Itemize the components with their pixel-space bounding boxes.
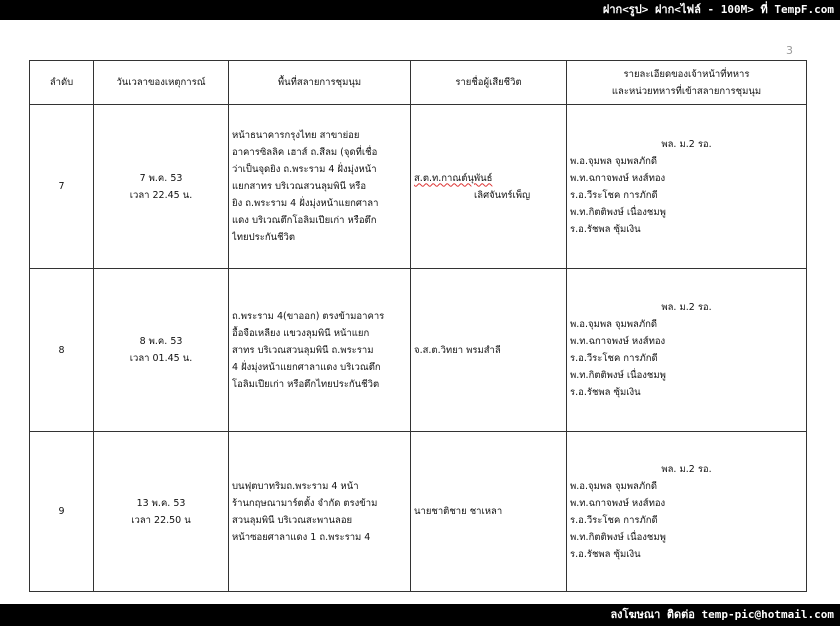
- area-line: สาทร บริเวณสวนลุมพินี ถ.พระราม: [232, 344, 374, 356]
- staff-name: ร.อ.วีระโชค การภักดี: [570, 514, 658, 526]
- header-staff-line-1: รายละเอียดของเจ้าหน้าที่ทหาร: [623, 68, 750, 80]
- area-line: หน้าธนาคารกรุงไทย สาขาย่อย: [232, 130, 360, 141]
- row-time: เวลา 22.50 น: [131, 514, 191, 526]
- top-banner: ฝาก<รูป> ฝาก<ไฟล์ - 100M> ที่ TempF.com: [0, 0, 840, 20]
- row-date: 13 พ.ค. 53: [136, 497, 186, 509]
- incident-table: [29, 60, 807, 592]
- area-line: แยกสาทร บริเวณสวนลุมพินี หรือ: [232, 181, 367, 192]
- staff-name: พ.ท.ฉกาจพงษ์ หงส์ทอง: [570, 172, 666, 184]
- area-line: บนฟุตบาทริมถ.พระราม 4 หน้า: [232, 480, 359, 492]
- area-line: สวนลุมพินี บริเวณสะพานลอย: [232, 514, 353, 526]
- dead-name: จ.ส.ต.วิทยา พรมสำลี: [414, 344, 501, 356]
- row-time: เวลา 22.45 น.: [129, 189, 193, 201]
- table-row: [30, 432, 807, 592]
- staff-name: ร.อ.วีระโชค การภักดี: [570, 353, 658, 364]
- staff-name: ร.อ.รัชพล ซุ้มเงิน: [570, 223, 641, 235]
- row-date: 7 พ.ค. 53: [139, 172, 183, 184]
- staff-unit: พล. ม.2 รอ.: [661, 302, 712, 313]
- row-staff: [567, 432, 807, 592]
- header-area: พื้นที่สลายการชุมนุม: [229, 61, 411, 105]
- staff-name: พ.ท.กิตติพงษ์ เนื่องชมพู: [570, 206, 666, 218]
- table-row: [30, 105, 807, 269]
- row-datetime: [94, 105, 229, 269]
- staff-name: พ.อ.จุมพล จุมพลภักดี: [570, 155, 658, 167]
- area-line: อาคารซิลลิค เฮาส์ ถ.สีลม (จุดที่เชื่อ: [232, 147, 378, 158]
- table-header-row: [30, 61, 807, 105]
- row-dead: [411, 105, 567, 269]
- row-dead: [411, 269, 567, 432]
- staff-name: พ.อ.จุมพล จุมพลภักดี: [570, 319, 658, 330]
- area-line: ว่าเป็นจุดยิง ถ.พระราม 4 ฝั่งมุ่งหน้า: [232, 164, 377, 175]
- staff-name: พ.ท.ฉกาจพงษ์ หงส์ทอง: [570, 497, 666, 509]
- row-area: [229, 269, 411, 432]
- row-datetime: [94, 432, 229, 592]
- staff-unit: พล. ม.2 รอ.: [661, 138, 712, 150]
- row-datetime: [94, 269, 229, 432]
- row-time: เวลา 01.45 น.: [129, 353, 193, 364]
- staff-name: ร.อ.รัชพล ซุ้มเงิน: [570, 548, 641, 560]
- page-number: 3: [786, 44, 793, 57]
- staff-name: พ.ท.ฉกาจพงษ์ หงส์ทอง: [570, 336, 666, 347]
- area-line: โอลิมเปียเก่า หรือตึกไทยประกันชีวิต: [232, 378, 380, 390]
- header-staff-line-2: และหน่วยทหารที่เข้าสลายการชุมนุม: [611, 85, 762, 97]
- header-dead: รายชื่อผู้เสียชีวิต: [411, 61, 567, 105]
- row-area: [229, 105, 411, 269]
- row-order: 9: [30, 432, 94, 592]
- row-dead: [411, 432, 567, 592]
- dead-name: นายชาติชาย ชาเหลา: [414, 506, 503, 517]
- row-staff: [567, 105, 807, 269]
- header-datetime: วันเวลาของเหตุการณ์: [94, 61, 229, 105]
- staff-name: พ.ท.กิตติพงษ์ เนื่องชมพู: [570, 370, 666, 381]
- area-line: แดง บริเวณตึกโอลิมเปียเก่า หรือตึก: [232, 215, 377, 226]
- staff-name: ร.อ.วีระโชค การภักดี: [570, 189, 658, 201]
- header-staff: [567, 61, 807, 105]
- staff-unit: พล. ม.2 รอ.: [661, 463, 712, 475]
- area-line: ร้านกฤษณามาร์ตตั้ง จำกัด ตรงข้าม: [232, 497, 378, 509]
- row-date: 8 พ.ค. 53: [139, 336, 183, 347]
- row-order: 7: [30, 105, 94, 269]
- area-line: ถ.พระราม 4(ขาออก) ตรงข้ามอาคาร: [232, 310, 385, 322]
- dead-name: เลิศจันทร์เพ็ญ: [474, 189, 531, 201]
- staff-name: ร.อ.รัชพล ซุ้มเงิน: [570, 387, 641, 398]
- header-order: ลำดับ: [30, 61, 94, 105]
- row-order: 8: [30, 269, 94, 432]
- area-line: หน้าซอยศาลาแดง 1 ถ.พระราม 4: [232, 531, 371, 543]
- table-row: [30, 269, 807, 432]
- staff-name: พ.อ.จุมพล จุมพลภักดี: [570, 480, 658, 492]
- dead-name: ส.ต.ท.กาณต์นุพันธ์: [414, 172, 493, 184]
- area-line: 4 ฝั่งมุ่งหน้าแยกศาลาแดง บริเวณตึก: [232, 361, 381, 373]
- staff-name: พ.ท.กิตติพงษ์ เนื่องชมพู: [570, 531, 666, 543]
- area-line: ยิง ถ.พระราม 4 ฝั่งมุ่งหน้าแยกศาลา: [232, 198, 379, 209]
- bottom-banner: ลงโฆษณา ติดต่อ temp-pic@hotmail.com: [0, 604, 840, 626]
- row-staff: [567, 269, 807, 432]
- area-line: ไทยประกันชีวิต: [232, 232, 296, 243]
- area-line: อื้อจือเหลียง แขวงลุมพินี หน้าแยก: [232, 327, 370, 339]
- row-area: [229, 432, 411, 592]
